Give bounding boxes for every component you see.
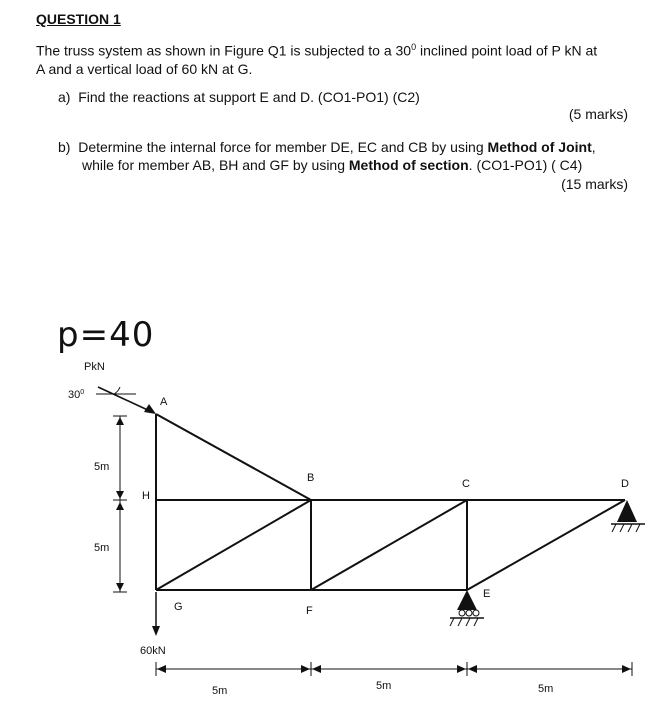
part-a-letter: a): [58, 89, 71, 105]
part-b-letter: b): [58, 139, 71, 155]
degree-sup: 0: [411, 42, 417, 52]
span-1-label: 5m: [212, 685, 228, 697]
node-label-B: B: [307, 472, 315, 484]
node-label-C: C: [462, 478, 470, 490]
part-b-text-4: . (CO1-PO1) ( C4): [468, 157, 583, 173]
question-heading: QUESTION 1: [36, 11, 121, 27]
load-p-arrow: [96, 387, 156, 414]
node-label-H: H: [142, 490, 150, 502]
node-label-G: G: [174, 601, 183, 613]
node-label-A: A: [160, 396, 168, 408]
load-g-label: 60kN: [140, 645, 166, 657]
horizontal-dimension: [156, 662, 632, 676]
handwritten-note: p=40: [57, 315, 155, 355]
dim-upper-label: 5m: [94, 461, 110, 473]
angle-label: $30^0$: [68, 389, 85, 401]
node-label-E: E: [483, 588, 491, 600]
dim-lower-label: 5m: [94, 542, 110, 554]
part-a-text: Find the reactions at support E and D. (CO1-PO1) (C2): [78, 89, 420, 105]
part-b-marks: (15 marks): [561, 176, 628, 192]
span-2-label: 5m: [376, 680, 392, 692]
member-GB: [156, 500, 311, 590]
node-label-F: F: [306, 605, 313, 617]
load-unit-label: PkN: [84, 361, 105, 373]
part-b-bold-2: Method of section: [348, 157, 469, 173]
span-3-label: 5m: [538, 683, 554, 695]
intro-line2: A and a vertical load of 60 kN at G.: [36, 60, 253, 77]
part-a-marks: (5 marks): [568, 106, 628, 122]
truss-members: [156, 414, 625, 590]
member-ED: [467, 500, 625, 590]
part-b-text-1: Determine the internal force for member DE, EC and CB by using: [78, 139, 488, 155]
part-b-bold-1: Method of Joint: [487, 139, 592, 155]
part-b-text-3: while for member AB, BH and GF by using: [82, 157, 349, 173]
part-b-text-2: ,: [591, 139, 596, 155]
intro-line1: The truss system as shown in Figure Q1 is subjected to a 30: [36, 42, 412, 59]
support-E: [450, 590, 484, 626]
intro-line1-end: inclined point load of P kN at: [416, 42, 598, 59]
node-label-D: D: [621, 478, 629, 490]
member-FC: [311, 500, 467, 590]
member-AB: [156, 414, 311, 500]
